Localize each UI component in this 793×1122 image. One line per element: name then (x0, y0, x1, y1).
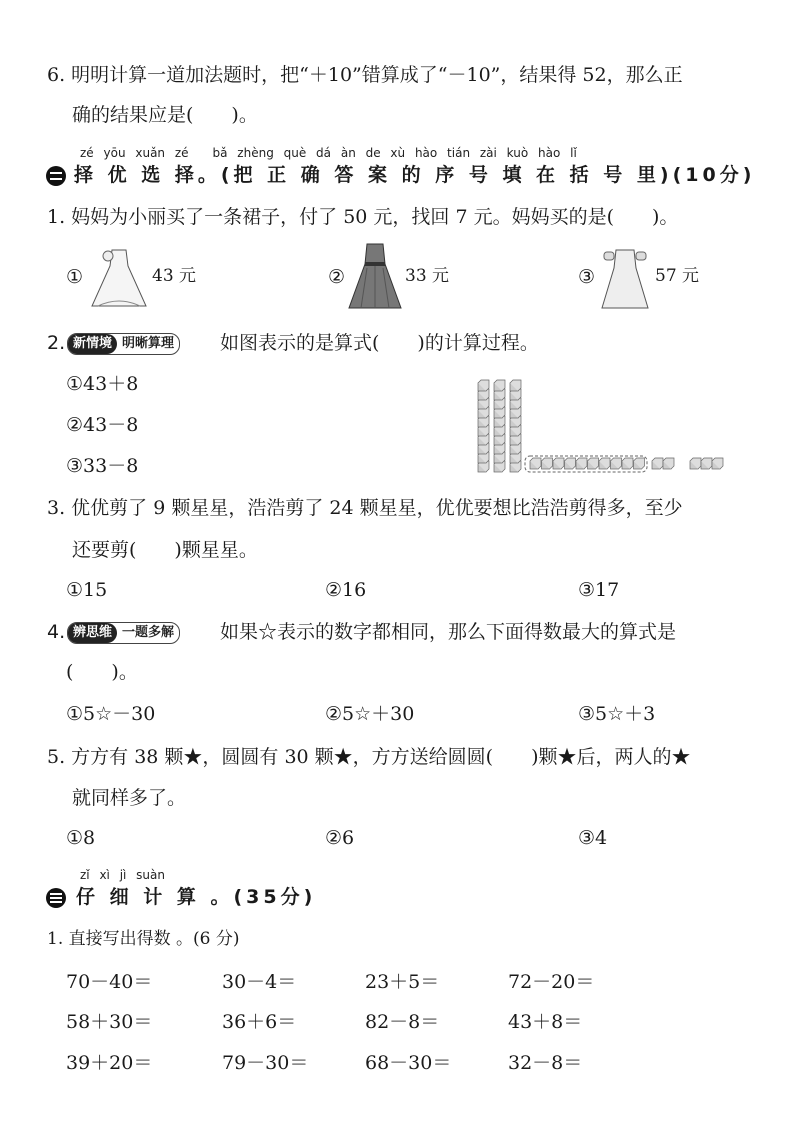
unit-cube (588, 458, 599, 469)
math-problem: 79－30＝ (222, 1052, 309, 1074)
option-num: ③ (578, 266, 596, 288)
s2q2-number: 2. (47, 332, 66, 354)
unit-cube (701, 458, 712, 469)
unit-cube (712, 458, 723, 469)
tag-thinking (67, 622, 180, 644)
s2q5-option-3: ③4 (578, 827, 608, 849)
option-num: ② (328, 266, 346, 288)
math-problem: 36＋6＝ (222, 1011, 297, 1033)
unit-cube (494, 380, 505, 391)
s2q3-option-3: ③17 (578, 579, 620, 601)
dress-2-icon (347, 242, 403, 312)
tag-b: 一题多解 (122, 625, 175, 640)
unit-cube (599, 458, 610, 469)
s2q3-line2: 还要剪( )颗星星。 (72, 539, 258, 561)
s2q4-line2: ( )。 (66, 661, 138, 683)
place-value-blocks-illustration (475, 372, 740, 474)
option-price: 57 元 (655, 266, 700, 286)
math-problem: 23＋5＝ (365, 971, 440, 993)
unit-cube (565, 458, 576, 469)
s2q5-option-2: ②6 (325, 827, 355, 849)
option-num: ① (66, 266, 84, 288)
math-problem: 58＋30＝ (66, 1011, 153, 1033)
section-three-badge-icon (46, 888, 66, 908)
unit-cube (478, 380, 489, 391)
math-problem: 68－30＝ (365, 1052, 452, 1074)
s3q1-text: 1. 直接写出得数 。(6 分) (47, 929, 240, 949)
s2q5-line2: 就同样多了。 (72, 787, 187, 809)
section3-pinyin: zǐ xì jì suàn (80, 868, 165, 882)
s2q4-number: 4. (47, 621, 66, 643)
unit-cube (611, 458, 622, 469)
s2q2-option-3: ③33－8 (66, 455, 139, 477)
s2q1-text: 1. 妈妈为小丽买了一条裙子，付了 50 元，找回 7 元。妈妈买的是( )。 (47, 206, 679, 228)
math-problem: 30－4＝ (222, 971, 297, 993)
math-problem: 32－8＝ (508, 1052, 583, 1074)
s2q4-text: 如果☆表示的数字都相同，那么下面得数最大的算式是 (220, 621, 677, 643)
s2q3-line1: 3. 优优剪了 9 颗星星，浩浩剪了 24 颗星星，优优要想比浩浩剪得多，至少 (47, 497, 683, 519)
s2q5-line1: 5. 方方有 38 颗★，圆圆有 30 颗★，方方送给圆圆( )颗★后，两人的★ (47, 746, 691, 768)
option-price: 43 元 (152, 266, 197, 286)
section2-pinyin: zé yōu xuǎn zé bǎ zhèng què dá àn de xù hào tián zài kuò hào lǐ (80, 146, 577, 160)
s2q4-option-2: ②5☆＋30 (325, 703, 415, 725)
math-problem: 43＋8＝ (508, 1011, 583, 1033)
tag-a: 新情境 (68, 334, 117, 354)
math-problem: 39＋20＝ (66, 1052, 153, 1074)
section2-title: 择 优 选 择。(把 正 确 答 案 的 序 号 填 在 括 号 里)(10分) (74, 164, 756, 186)
s2q2-text: 如图表示的是算式( )的计算过程。 (220, 332, 539, 354)
dress-3-icon (598, 246, 652, 312)
unit-cube (652, 458, 663, 469)
unit-cube (542, 458, 553, 469)
s2q4-option-3: ③5☆＋3 (578, 703, 656, 725)
s2q4-option-1: ①5☆－30 (66, 703, 156, 725)
q6-line2: 确的结果应是( )。 (72, 104, 258, 126)
option-price: 33 元 (405, 266, 450, 286)
unit-cube (663, 458, 674, 469)
s2q2-option-2: ②43－8 (66, 414, 139, 436)
s2q3-option-2: ②16 (325, 579, 367, 601)
section-two-badge-icon (46, 166, 66, 186)
s2q2-option-1: ①43＋8 (66, 373, 139, 395)
tag-b: 明晰算理 (122, 336, 175, 351)
q6-line1: 6. 明明计算一道加法题时，把“＋10”错算成了“－10”，结果得 52，那么正 (47, 64, 683, 86)
unit-cube (553, 458, 564, 469)
s2q5-option-1: ①8 (66, 827, 96, 849)
unit-cube (634, 458, 645, 469)
math-problem: 72－20＝ (508, 971, 595, 993)
unit-cube (622, 458, 633, 469)
s2q3-option-1: ①15 (66, 579, 108, 601)
dress-1-icon (88, 246, 150, 312)
unit-cube (510, 380, 521, 391)
section3-title: 仔 细 计 算 。(35分) (76, 886, 317, 908)
math-problem: 82－8＝ (365, 1011, 440, 1033)
tag-a: 辨思维 (68, 623, 117, 643)
unit-cube (690, 458, 701, 469)
math-problem: 70－40＝ (66, 971, 153, 993)
unit-cube (576, 458, 587, 469)
unit-cube (530, 458, 541, 469)
tag-new-context (67, 333, 180, 355)
